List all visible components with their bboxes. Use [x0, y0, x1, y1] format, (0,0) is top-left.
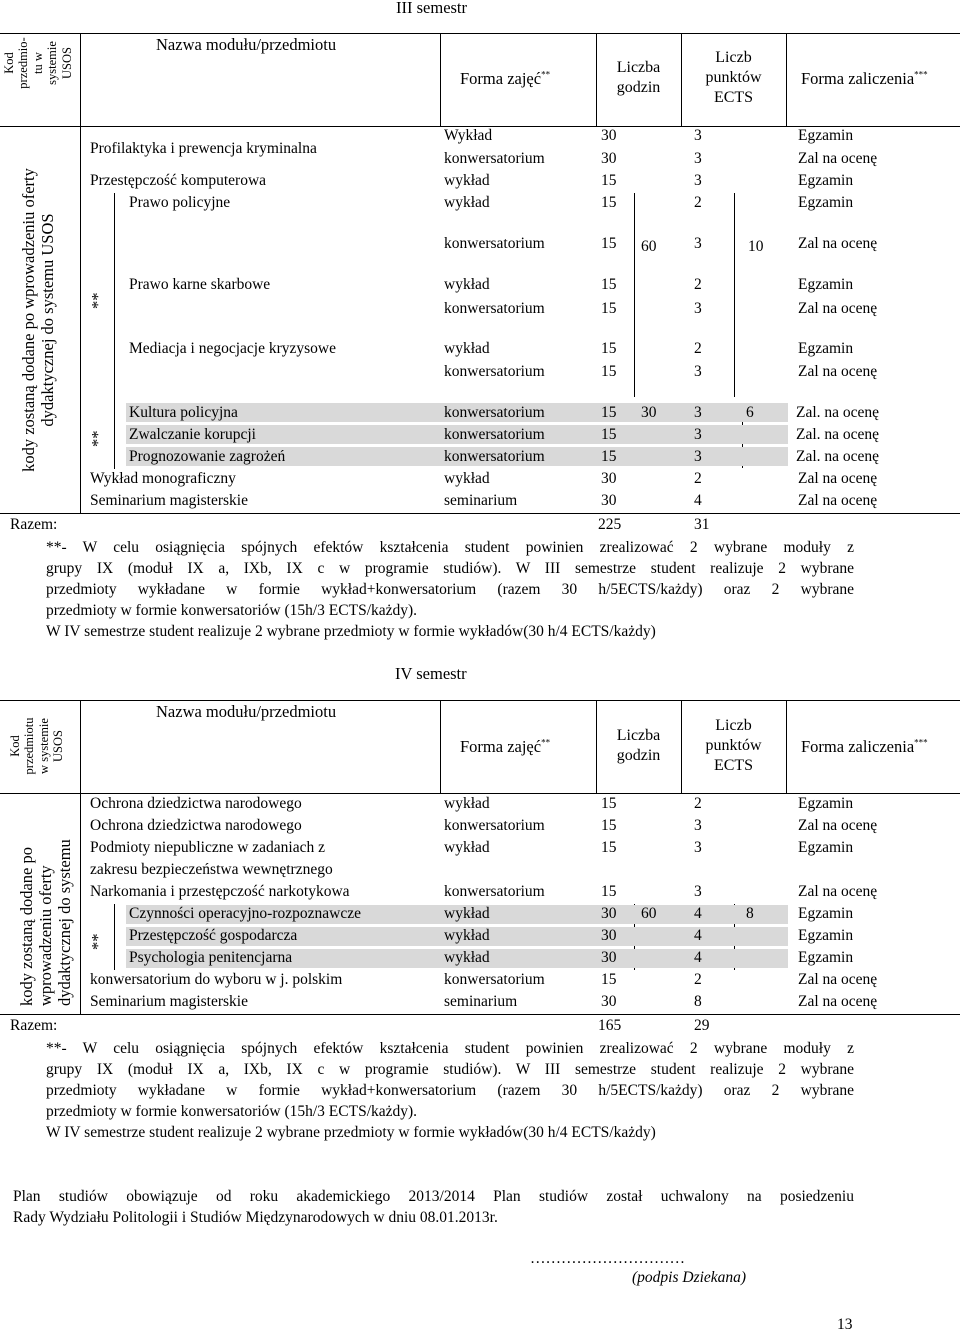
table-row-forma: wykład	[444, 795, 490, 812]
table-row-forma: konwersatorium	[444, 404, 545, 421]
table-row-ects: 3	[694, 426, 702, 443]
table-row-zal: Zal na ocenę	[798, 300, 878, 317]
table-row-hours: 30	[601, 905, 617, 922]
table-row-ects: 3	[694, 127, 702, 144]
table-row-zal: Zal. na ocenę	[796, 404, 880, 421]
table-row-zal: Egzamin	[798, 905, 854, 922]
table-row-hours: 30	[601, 470, 617, 487]
sem4-line-zal	[786, 700, 787, 793]
sem3-line-zal	[786, 33, 787, 126]
table-row-name: Kultura policyjna	[129, 404, 238, 421]
table-row-forma: wykład	[444, 172, 490, 189]
table-row-ects: 2	[694, 276, 702, 293]
sem4-line-nazwa	[440, 700, 441, 793]
table-row-hours: 15	[601, 426, 617, 443]
table-row-hours: 30	[601, 492, 617, 509]
table-row-ects: 3	[694, 839, 702, 856]
table-row-zal: Zal na ocenę	[798, 492, 878, 509]
table-row-hours: 15	[601, 404, 617, 421]
table-row-hours: 30	[601, 949, 617, 966]
table-row-hours: 15	[601, 363, 617, 380]
sem4-group-mark: **	[88, 933, 107, 950]
table-row-ects: 3	[694, 150, 702, 167]
sem4-note-line: przedmioty w formie konwersatoriów (15h/3 ECTS/każdy).	[46, 1103, 418, 1120]
sem3-header-ects: Liczb punktów ECTS	[705, 49, 762, 106]
table-row-hours: 15	[601, 194, 617, 211]
sem3-note-line: **- W celu osiągnięcia spójnych efektów kształcenia student powinien zrealizować 2 wybrane moduły z	[46, 539, 854, 556]
table-row-zal: Zal na ocenę	[798, 363, 878, 380]
sem4-header-zal: Forma zaliczenia***	[801, 737, 928, 756]
sem3-line-group	[114, 193, 115, 469]
footer-plan-line: Rady Wydziału Politologii i Studiów Międzynarodowych w dniu 08.01.2013r.	[13, 1209, 498, 1226]
table-row-hours: 15	[601, 448, 617, 465]
table-row-name: Zwalczanie korupcji	[129, 426, 256, 443]
sem3-header-liczba: Liczba godzin	[616, 59, 661, 96]
table-row-zal: Egzamin	[798, 795, 854, 812]
table-row-zal: Egzamin	[798, 340, 854, 357]
table-row-forma: konwersatorium	[444, 448, 545, 465]
sem3-header-zal: Forma zaliczenia***	[801, 69, 928, 88]
sem3-razem-ects: 31	[694, 516, 710, 533]
sem4-razem-hours: 165	[598, 1017, 622, 1034]
table-row-name-cont: zakresu bezpieczeństwa wewnętrznego	[90, 861, 333, 878]
sem3-kody-note: kody zostaną dodane po wprowadzeniu oferty dydaktycznej do systemu USOS	[19, 168, 57, 472]
table-row-forma: seminarium	[444, 993, 518, 1010]
table-row-forma: konwersatorium	[444, 150, 545, 167]
sem3-line-sum-a-r	[734, 193, 735, 397]
sem3-kod-header: Kod przedmio- tu w systemie USOS	[2, 37, 74, 89]
sem3-line-nazwa	[440, 33, 441, 126]
sem4-kody-note: kody zostaną dodane po wprowadzeniu oferty dydaktycznej do systemu	[17, 839, 74, 1006]
table-row-zal: Egzamin	[798, 949, 854, 966]
sem4-kod-header: Kod przedmiotu w systemie USOS	[8, 717, 66, 775]
table-row-zal: Egzamin	[798, 194, 854, 211]
table-row-name: Podmioty niepubliczne w zadaniach z	[90, 839, 326, 856]
table-row-name: Profilaktyka i prewencja kryminalna	[90, 140, 317, 157]
table-row-forma: Wykład	[444, 127, 493, 144]
table-row-name: Psychologia penitencjarna	[129, 949, 293, 966]
table-row-zal: Egzamin	[798, 276, 854, 293]
table-row-hours: 15	[601, 300, 617, 317]
table-row-forma: wykład	[444, 276, 490, 293]
table-row-ects: 3	[694, 883, 702, 900]
table-row-zal: Zal na ocenę	[798, 235, 878, 252]
sem4-note-line: **- W celu osiągnięcia spójnych efektów kształcenia student powinien zrealizować 2 wybrane moduły z	[46, 1040, 854, 1057]
table-row-name: Prawo policyjne	[129, 194, 231, 211]
table-row-ects: 4	[694, 905, 702, 922]
table-row-ects: 2	[694, 340, 702, 357]
signature-label: (podpis Dziekana)	[632, 1269, 747, 1286]
table-row-hours: 15	[601, 276, 617, 293]
table-row-name: Ochrona dziedzictwa narodowego	[90, 795, 302, 812]
signature-dots: …………………………	[530, 1250, 685, 1267]
table-row-forma: konwersatorium	[444, 426, 545, 443]
table-row-forma: wykład	[444, 839, 490, 856]
sem3-note-line: przedmioty w formie konwersatoriów (15h/3 ECTS/każdy).	[46, 602, 418, 619]
sem3-razem-label: Razem:	[10, 516, 58, 533]
table-row-name: Prawo karne skarbowe	[129, 276, 271, 293]
table-row-forma: wykład	[444, 470, 490, 487]
table-row-forma: wykład	[444, 927, 490, 944]
sem3-line-top	[0, 33, 960, 34]
table-row-forma: konwersatorium	[444, 300, 545, 317]
table-row-ects: 3	[694, 404, 702, 421]
sem3-sum-a-hours: 60	[641, 238, 657, 255]
sem4-note-line: W IV semestrze student realizuje 2 wybrane przedmioty w formie wykładów(30 h/4 ECTS/każdy)	[46, 1124, 656, 1141]
table-row-name: Wykład monograficzny	[90, 470, 236, 487]
table-row-hours: 30	[601, 127, 617, 144]
table-row-ects: 8	[694, 993, 702, 1010]
table-row-hours: 30	[601, 927, 617, 944]
sem4-sum-ects: 8	[746, 905, 754, 922]
table-row-name: Mediacja i negocjacje kryzysowe	[129, 340, 337, 357]
sem4-line-group	[114, 904, 115, 970]
sem4-header-nazwa: Nazwa modułu/przedmiotu	[156, 702, 337, 721]
table-row-name: Seminarium magisterskie	[90, 492, 248, 509]
table-row-ects: 3	[694, 300, 702, 317]
footer-plan-line: Plan studiów obowiązuje od roku akademickiego 2013/2014 Plan studiów został uchwalony na posiedzeniu	[13, 1188, 854, 1205]
table-row-zal: Zal na ocenę	[798, 883, 878, 900]
table-row-ects: 2	[694, 971, 702, 988]
table-row-ects: 2	[694, 795, 702, 812]
sem3-header-nazwa: Nazwa modułu/przedmiotu	[156, 35, 337, 54]
table-row-name: Przestępczość komputerowa	[90, 172, 267, 189]
table-row-zal: Zal na ocenę	[798, 150, 878, 167]
table-row-forma: konwersatorium	[444, 971, 545, 988]
sem3-line-sum-a-l	[634, 193, 635, 397]
table-row-zal: Egzamin	[798, 839, 854, 856]
table-row-ects: 3	[694, 363, 702, 380]
sem3-header-forma: Forma zajęć**	[460, 69, 551, 88]
sem4-razem-label: Razem:	[10, 1017, 58, 1034]
table-row-zal: Egzamin	[798, 127, 854, 144]
sem4-header-forma: Forma zajęć**	[460, 737, 551, 756]
table-row-hours: 15	[601, 839, 617, 856]
table-row-forma: konwersatorium	[444, 363, 545, 380]
table-row-name: Prognozowanie zagrożeń	[129, 448, 286, 465]
table-row-zal: Zal na ocenę	[798, 470, 878, 487]
sem3-group-mark-b: **	[88, 430, 107, 447]
table-row-forma: wykład	[444, 194, 490, 211]
sem3-line-kod	[80, 33, 81, 513]
table-row-ects: 2	[694, 470, 702, 487]
table-row-name: konwersatorium do wyboru w j. polskim	[90, 971, 343, 988]
sem3-note-line: grupy IX (moduł IX a, IXb, IX c w programie studiów). W III semestrze student realizuje 2 wybrane	[46, 560, 854, 577]
table-row-ects: 4	[694, 949, 702, 966]
table-row-zal: Zal. na ocenę	[796, 448, 880, 465]
table-row-ects: 4	[694, 492, 702, 509]
table-row-name: Ochrona dziedzictwa narodowego	[90, 817, 302, 834]
table-row-ects: 3	[694, 172, 702, 189]
table-row-forma: konwersatorium	[444, 235, 545, 252]
table-row-hours: 15	[601, 795, 617, 812]
sem4-line-kod	[80, 700, 81, 1014]
table-row-hours: 15	[601, 340, 617, 357]
sem4-note-line: przedmioty wykładane w formie wykład+konwersatorium (razem 30 h/5ECTS/każdy) oraz 2 wybrane	[46, 1082, 854, 1099]
sem3-sum-b-hours: 30	[641, 404, 657, 421]
sem3-note-line: przedmioty wykładane w formie wykład+konwersatorium (razem 30 h/5ECTS/każdy) oraz 2 wybrane	[46, 581, 854, 598]
table-row-forma: wykład	[444, 340, 490, 357]
table-row-forma: konwersatorium	[444, 883, 545, 900]
table-row-zal: Egzamin	[798, 927, 854, 944]
table-row-forma: seminarium	[444, 492, 518, 509]
sem3-note-line: W IV semestrze student realizuje 2 wybrane przedmioty w formie wykładów(30 h/4 ECTS/każdy)	[46, 623, 656, 640]
table-row-name: Narkomania i przestępczość narkotykowa	[90, 883, 350, 900]
table-row-ects: 3	[694, 448, 702, 465]
sem3-line-bottom	[0, 513, 960, 514]
sem4-razem-ects: 29	[694, 1017, 710, 1034]
sem4-header-liczba: Liczba godzin	[616, 727, 661, 764]
table-row-forma: wykład	[444, 905, 490, 922]
table-row-hours: 15	[601, 172, 617, 189]
table-row-hours: 30	[601, 993, 617, 1010]
sem3-razem-hours: 225	[598, 516, 622, 533]
table-row-zal: Zal na ocenę	[798, 817, 878, 834]
sem3-title: III semestr	[396, 0, 468, 17]
table-row-ects: 2	[694, 194, 702, 211]
sem4-note-line: grupy IX (moduł IX a, IXb, IX c w programie studiów). W III semestrze student realizuje 2 wybrane	[46, 1061, 854, 1078]
table-row-zal: Zal na ocenę	[798, 971, 878, 988]
table-row-hours: 15	[601, 971, 617, 988]
sem4-sum-hours: 60	[641, 905, 657, 922]
sem3-group-mark-a: **	[88, 292, 107, 309]
page-number: 13	[837, 1316, 853, 1333]
table-row-name: Przestępczość gospodarcza	[129, 927, 298, 944]
table-row-forma: wykład	[444, 949, 490, 966]
table-row-zal: Egzamin	[798, 172, 854, 189]
table-row-ects: 4	[694, 927, 702, 944]
table-row-name: Seminarium magisterskie	[90, 993, 248, 1010]
table-row-zal: Zal na ocenę	[798, 993, 878, 1010]
sem4-title: IV semestr	[395, 664, 467, 683]
table-row-ects: 3	[694, 817, 702, 834]
sem3-sum-b-ects: 6	[746, 404, 754, 421]
table-row-zal: Zal. na ocenę	[796, 426, 880, 443]
table-row-ects: 3	[694, 235, 702, 252]
sem3-sum-a-ects: 10	[748, 238, 764, 255]
table-row-hours: 30	[601, 150, 617, 167]
table-row-hours: 15	[601, 883, 617, 900]
table-row-forma: konwersatorium	[444, 817, 545, 834]
table-row-name: Czynności operacyjno-rozpoznawcze	[129, 905, 361, 922]
sem4-line-header	[0, 793, 960, 794]
sem4-line-bottom	[0, 1014, 960, 1015]
table-row-hours: 15	[601, 235, 617, 252]
sem4-line-top	[0, 700, 960, 701]
sem4-header-ects: Liczb punktów ECTS	[705, 717, 762, 774]
table-row-hours: 15	[601, 817, 617, 834]
